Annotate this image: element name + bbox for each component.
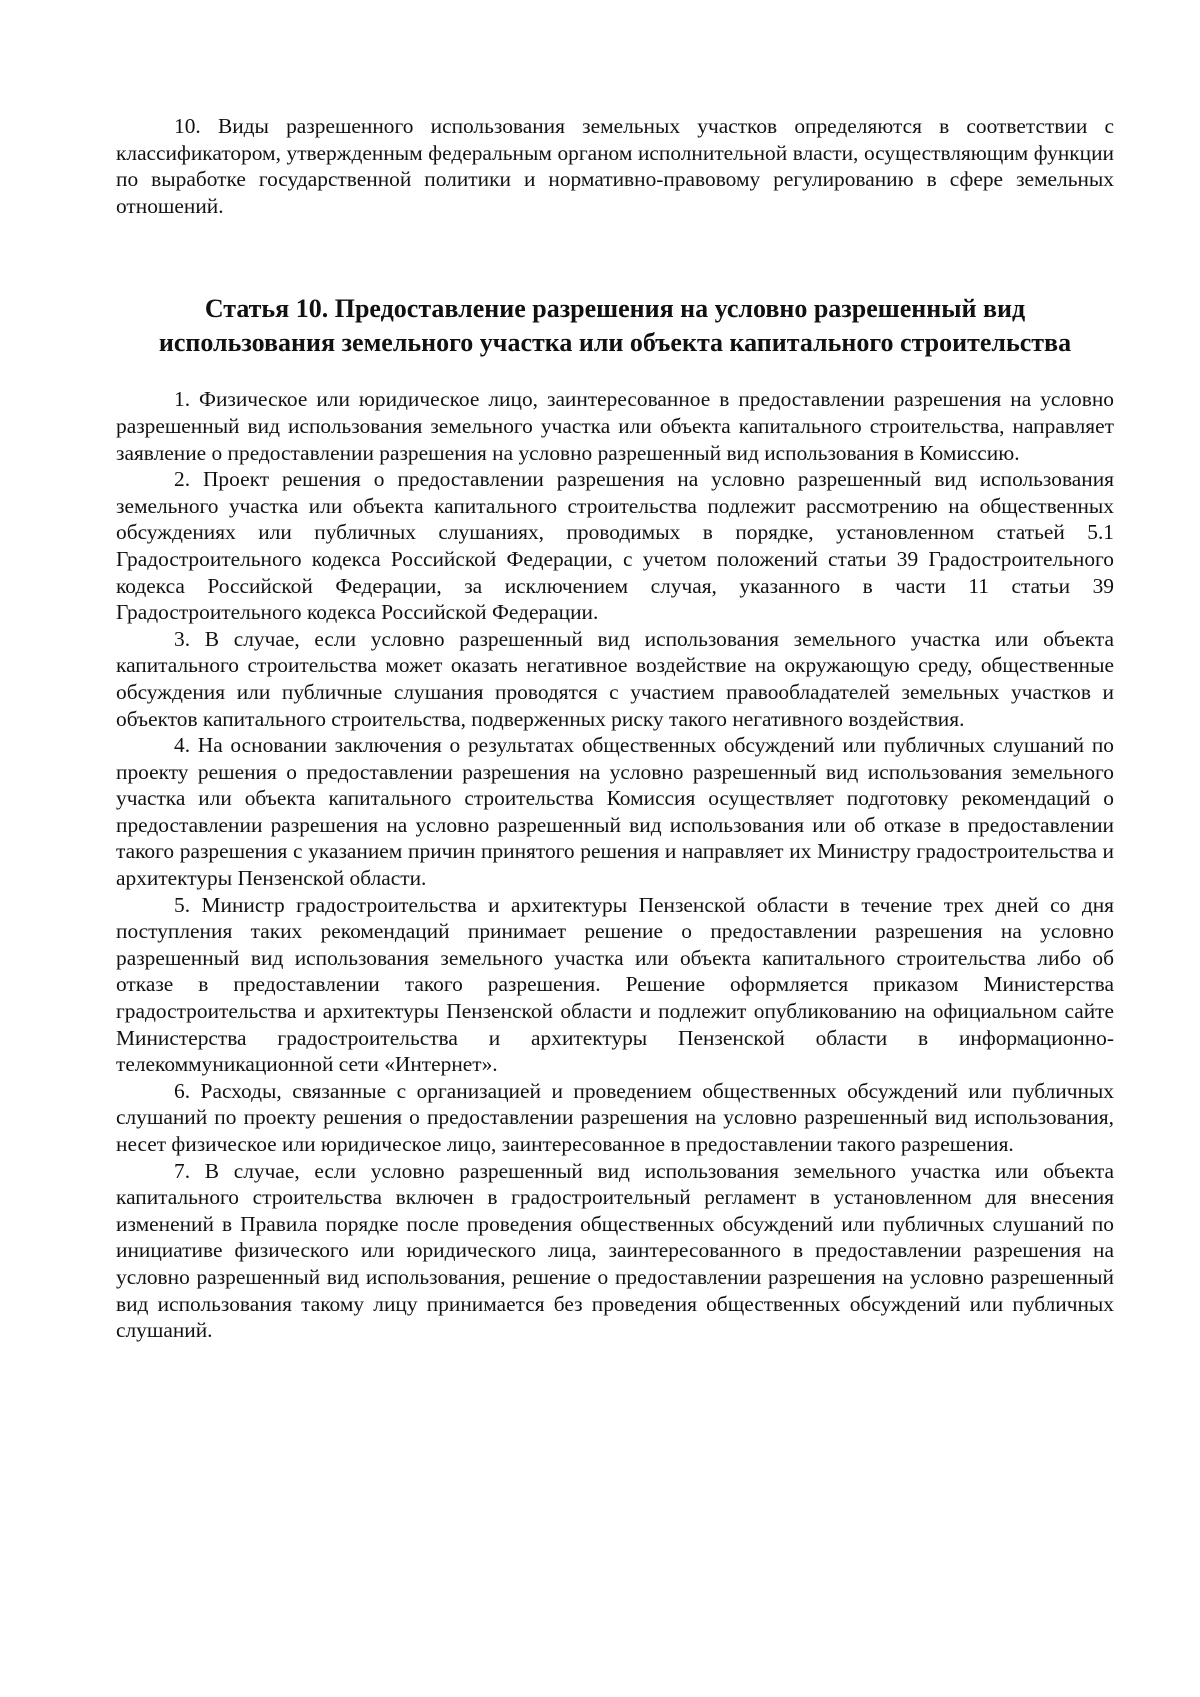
section-gap bbox=[116, 219, 1114, 292]
article-paragraph-2: 2. Проект решения о предоставлении разрешения на условно разрешенный вид использования земельного участка или объекта капитального строительства подлежит рассмотрению на общественных обсуждениях или публичных слушаниях, проводимых в порядке, установленном статьей 5.1 Градостроительного кодекса Российской Федерации, с учетом положений статьи 39 Градостроительного кодекса Российской Федерации, за исключением случая, указанного в части 11 статьи 39 Градостроительного кодекса Российской Федерации. bbox=[116, 467, 1114, 625]
document-body bbox=[116, 113, 1114, 1344]
article-paragraph-3: 3. В случае, если условно разрешенный вид использования земельного участка или объекта капитального строительства может оказать негативное воздействие на окружающую среду, общественные обсуждения или публичные слушания проводятся с участием правообладателей земельных участков и объектов капитального строительства, подверженных риску такого негативного воздействия. bbox=[116, 626, 1114, 731]
heading-gap bbox=[116, 359, 1114, 386]
article-10-title: Статья 10. Предоставление разрешения на условно разрешенный вид использования земельного участка или объекта капитального строительства bbox=[158, 294, 1072, 357]
article-paragraph-6: 6. Расходы, связанные с организацией и проведением общественных обсуждений или публичных слушаний по проекту решения о предоставлении разрешения на условно разрешенный вид использования, несет физическое или юридическое лицо, заинтересованное в предоставлении такого разрешения. bbox=[116, 1078, 1114, 1156]
paragraph-10: 10. Виды разрешенного использования земельных участков определяются в соответствии с классификатором, утвержденным федеральным органом исполнительной власти, осуществляющим функции по выработке государственной политики и нормативно-правовому регулированию в сфере земельных отношений. bbox=[116, 114, 1114, 218]
article-paragraph-4: 4. На основании заключения о результатах общественных обсуждений или публичных слушаний по проекту решения о предоставлении разрешения на условно разрешенный вид использования земельного участка или объекта капитального строительства Комиссия осуществляет подготовку рекомендаций о предоставлении разрешения на условно разрешенный вид использования или об отказе в предоставлении такого разрешения с указанием причин принятого решения и направляет их Министру градостроительства и архитектуры Пензенской области. bbox=[116, 733, 1114, 891]
article-paragraph-5: 5. Министр градостроительства и архитектуры Пензенской области в течение трех дней со дня поступления таких рекомендаций принимает решение о предоставлении разрешения на условно разрешенный вид использования земельного участка или объекта капитального строительства либо об отказе в предоставлении такого разрешения. Решение оформляется приказом Министерства градостроительства и архитектуры Пензенской области и подлежит опубликованию на официальном сайте Министерства градостроительства и архитектуры Пензенской области в информационно-телекоммуникационной сети «Интернет». bbox=[116, 892, 1114, 1077]
article-paragraph-7: 7. В случае, если условно разрешенный вид использования земельного участка или объекта капитального строительства включен в градостроительный регламент в установленном для внесения изменений в Правила порядке после проведения общественных обсуждений или публичных слушаний по инициативе физического или юридического лица, заинтересованного в предоставлении разрешения на условно разрешенный вид использования, решение о предоставлении разрешения на условно разрешенный вид использования такому лицу принимается без проведения общественных обсуждений или публичных слушаний. bbox=[116, 1158, 1114, 1343]
article-paragraph-1: 1. Физическое или юридическое лицо, заинтересованное в предоставлении разрешения на условно разрешенный вид использования земельного участка или объекта капитального строительства, направляет заявление о предоставлении разрешения на условно разрешенный вид использования в Комиссию. bbox=[116, 387, 1114, 465]
